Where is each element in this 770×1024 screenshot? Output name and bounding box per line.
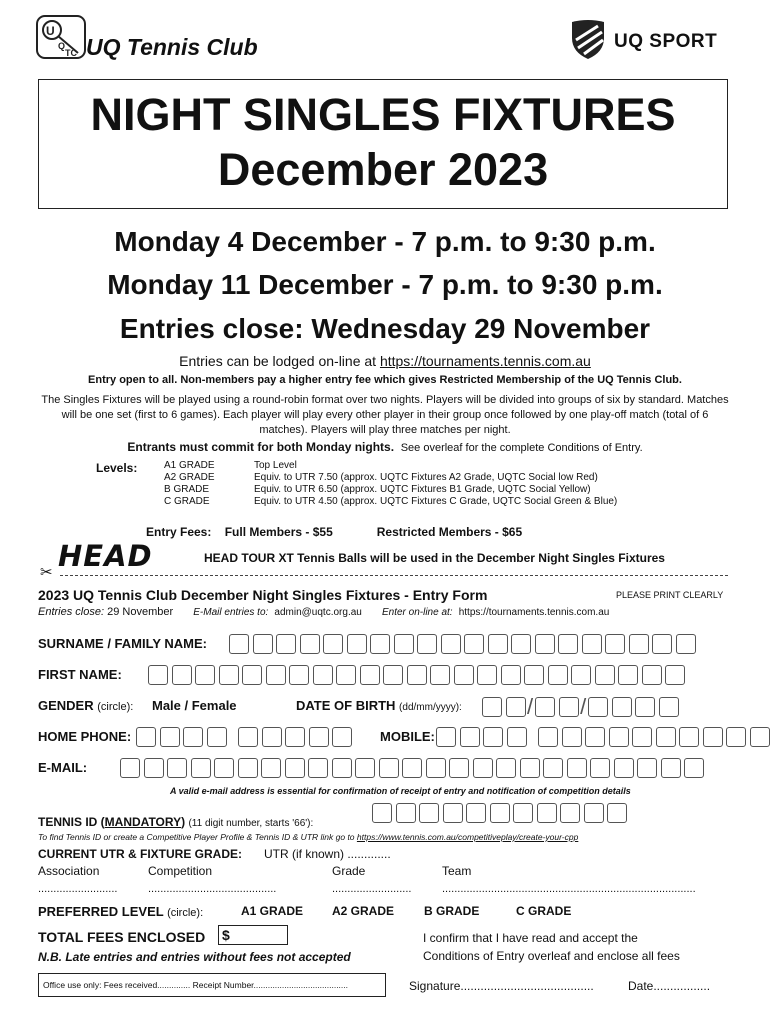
gender-label: GENDER: [38, 698, 94, 713]
gender-dob-row: [38, 694, 730, 719]
total-fees-label: TOTAL FEES ENCLOSED: [38, 929, 206, 945]
date-line2: Monday 11 December - 7 p.m. to 9:30 p.m.: [107, 269, 663, 300]
form-title: 2023 UQ Tennis Club December Night Singles Fixtures - Entry Form: [38, 587, 488, 603]
assoc-dots: [38, 883, 738, 899]
tennis-id-note-prefix: To find Tennis ID or create a Competitive Player Profile & Tennis ID & UTR link go to: [38, 832, 357, 842]
sponsor-text: HEAD TOUR XT Tennis Balls will be used in the December Night Singles Fixtures: [204, 551, 665, 565]
first-name-label: FIRST NAME:: [38, 667, 122, 682]
grade-blank[interactable]: ..........................: [332, 883, 412, 895]
home-phone-label: HOME PHONE:: [38, 729, 132, 744]
level-grade: C GRADE: [164, 496, 210, 507]
total-fees-input[interactable]: [218, 925, 288, 945]
levels-label: Levels:: [96, 461, 138, 475]
fees-label: Entry Fees:: [146, 525, 212, 539]
lodge-link[interactable]: https://tournaments.tennis.com.au: [379, 353, 591, 369]
grade-header: Grade: [332, 864, 366, 878]
team-blank[interactable]: ...................................................................................: [442, 883, 696, 895]
competition-header: Competition: [148, 864, 213, 878]
tennis-id-prefix: TENNIS ID (: [38, 815, 105, 829]
tennis-id-row: [38, 815, 730, 829]
commit-line: [0, 440, 770, 454]
preferred-hint: (circle):: [167, 907, 204, 919]
phone-row: [38, 729, 730, 744]
levels-table: [164, 460, 623, 508]
level-desc: Equiv. to UTR 4.50 (approx. UQTC Fixtures C Grade, UQTC Social Green & Blue): [254, 496, 618, 507]
entries-close-label: Entries close:: [38, 606, 105, 618]
level-grade: A1 GRADE: [164, 460, 215, 471]
level-desc: Equiv. to UTR 7.50 (approx. UQTC Fixtures A2 Grade, UQTC Social low Red): [254, 472, 598, 483]
tennis-id-mandatory: MANDATORY: [104, 815, 182, 829]
utr-row: [38, 847, 391, 861]
svg-text:Q: Q: [58, 41, 66, 51]
preferred-row: [38, 904, 730, 919]
office-use-box: Office use only: Fees received.............. Receipt Number........................................: [38, 973, 386, 997]
level-desc: Equiv. to UTR 6.50 (approx. UQTC Fixtures B1 Grade, UQTC Social Yellow): [254, 484, 591, 495]
gender-options[interactable]: Male / Female: [152, 698, 237, 713]
dob-hint: (dd/mm/yyyy):: [399, 702, 462, 713]
surname-label: SURNAME / FAMILY NAME:: [38, 636, 208, 651]
open-to-all: Entry open to all. Non-members pay a higher entry fee which gives Restricted Membership of the UQ Tennis Club.: [88, 374, 682, 386]
fees-full: Full Members - $55: [224, 525, 333, 539]
first-name-boxes[interactable]: [148, 665, 689, 685]
print-clearly: PLEASE PRINT CLEARLY: [616, 590, 724, 600]
level-desc: Top Level: [254, 460, 297, 471]
uq-sport-text: UQ SPORT: [614, 31, 718, 52]
email-entries-value: admin@uqtc.org.au: [274, 607, 362, 618]
level-row: [164, 496, 623, 508]
home-phone-boxes[interactable]: [136, 727, 356, 747]
email-note: A valid e-mail address is essential for confirmation of receipt of entry and notification of competition details: [170, 786, 631, 796]
pref-b[interactable]: B GRADE: [424, 904, 480, 918]
gender-hint: (circle):: [97, 701, 134, 713]
email-label: E-MAIL:: [38, 760, 88, 775]
tennis-id-note-link[interactable]: https://www.tennis.com.au/competitiveplay/create-your-cpp: [356, 832, 579, 842]
svg-text:U: U: [46, 24, 55, 38]
dob-label: DATE OF BIRTH: [296, 698, 396, 713]
utr-known[interactable]: UTR (if known) .............: [264, 847, 391, 861]
uqtc-logo: [36, 15, 86, 64]
form-subline: [38, 606, 609, 618]
dob-boxes[interactable]: / /: [482, 694, 682, 720]
head-logo: HEAD: [58, 539, 153, 573]
team-header: Team: [442, 864, 472, 878]
tennis-id-suffix: ): [181, 815, 186, 829]
title-line1: NIGHT SINGLES FIXTURES: [90, 89, 676, 140]
lodge-line: [0, 353, 770, 369]
surname-row: [38, 636, 730, 651]
tennis-id-hint: (11 digit number, starts '66'):: [188, 818, 314, 829]
pref-c[interactable]: C GRADE: [516, 904, 572, 918]
level-row: [164, 472, 623, 484]
mobile-label: MOBILE:: [380, 729, 435, 744]
pref-a1[interactable]: A1 GRADE: [241, 904, 304, 918]
confirm-line1: I confirm that I have read and accept the: [423, 931, 638, 945]
tennis-id-boxes[interactable]: [372, 803, 631, 823]
utr-label: CURRENT UTR & FIXTURE GRADE:: [38, 847, 242, 861]
signature-line[interactable]: Signature........................................: [409, 979, 594, 993]
mobile-boxes[interactable]: [436, 727, 770, 747]
date-line[interactable]: Date.................: [628, 979, 711, 993]
email-row: [38, 760, 730, 775]
tennis-id-note: [38, 832, 578, 842]
assoc-headers: [38, 864, 738, 880]
surname-boxes[interactable]: [229, 634, 699, 654]
svg-text:TC: TC: [65, 48, 77, 58]
scissors-icon: ✂: [40, 564, 53, 581]
commit-text: Entrants must commit for both Monday nights.: [127, 440, 395, 454]
online-value: https://tournaments.tennis.com.au: [458, 607, 610, 618]
uq-sport-logo: [568, 18, 608, 65]
competition-blank[interactable]: ..........................................: [148, 883, 277, 895]
entries-close-heading: Entries close: Wednesday 29 November: [119, 313, 651, 344]
preferred-label: PREFERRED LEVEL: [38, 904, 164, 919]
assoc-header: Association: [38, 864, 100, 878]
title-box: [38, 79, 728, 209]
late-note: N.B. Late entries and entries without fees not accepted: [38, 950, 351, 964]
cut-line: [60, 575, 728, 576]
lodge-prefix: Entries can be lodged on-line at: [179, 353, 380, 369]
format-text: The Singles Fixtures will be played using a round-robin format over two nights. Players will be divided into groups of six by standard. Matches will be one set (first to 6 games). Each player will play every other player in their group once followed by one play-off match (total of 6 matches). Players will play three matches per night.: [41, 394, 729, 436]
level-grade: B GRADE: [164, 484, 210, 495]
online-label: Enter on-line at:: [381, 607, 453, 618]
dollar-sign: $: [222, 927, 230, 943]
overleaf-text: See overleaf for the complete Conditions of Entry.: [400, 442, 643, 454]
fees-line: [146, 525, 522, 539]
title-line2: December 2023: [217, 144, 549, 195]
date-line1: Monday 4 December - 7 p.m. to 9:30 p.m.: [114, 226, 656, 257]
fees-restricted: Restricted Members - $65: [376, 525, 523, 539]
first-name-row: [38, 667, 730, 682]
club-name: UQ Tennis Club: [86, 34, 258, 60]
entries-close-value: 29 November: [107, 606, 174, 618]
pref-a2[interactable]: A2 GRADE: [332, 904, 395, 918]
assoc-blank[interactable]: ..........................: [38, 883, 118, 895]
email-entries-label: E-Mail entries to:: [193, 607, 269, 618]
level-grade: A2 GRADE: [164, 472, 215, 483]
level-row: [164, 460, 623, 472]
level-row: [164, 484, 623, 496]
dob-label-wrap: [296, 698, 462, 713]
confirm-line2: Conditions of Entry overleaf and enclose all fees: [423, 949, 680, 963]
email-boxes[interactable]: [120, 758, 708, 778]
